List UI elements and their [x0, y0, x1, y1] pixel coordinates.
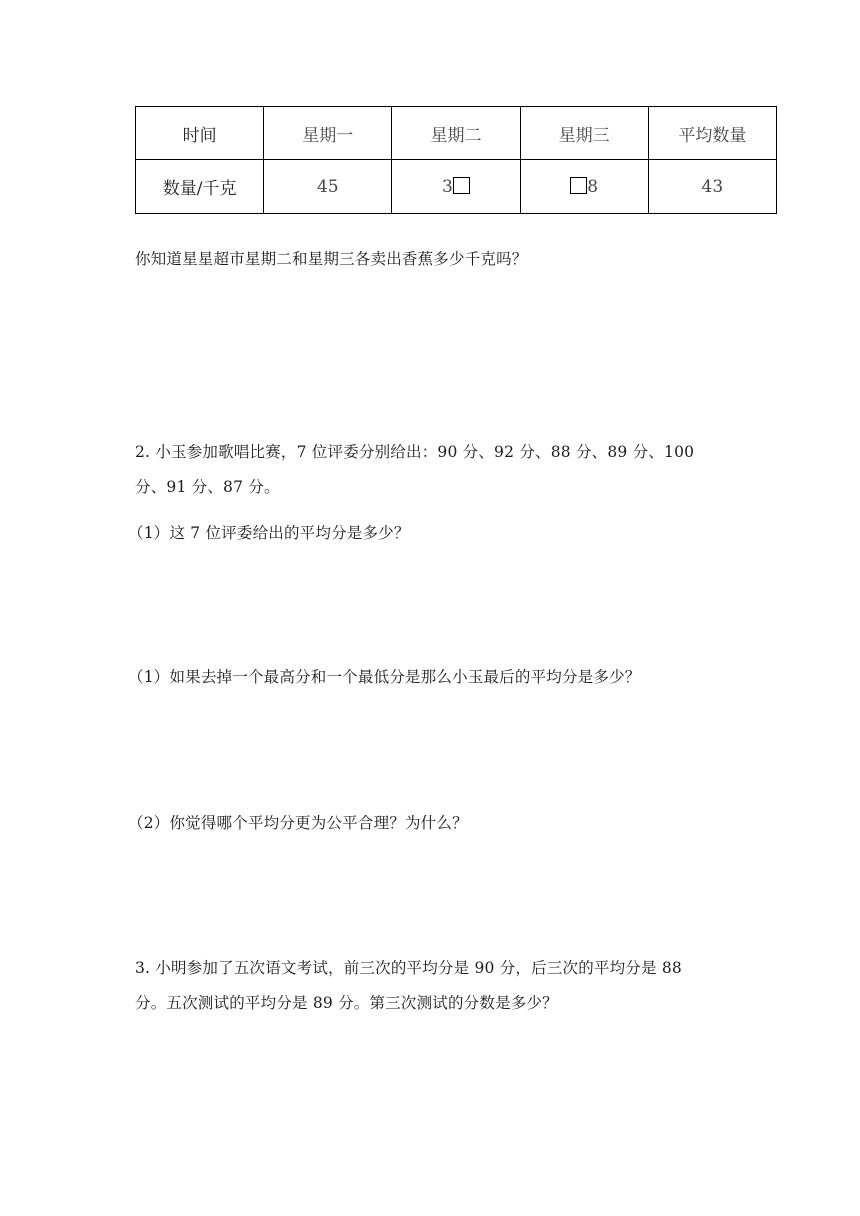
cell-wednesday-value: [520, 160, 648, 214]
question-3-line-1: 3. 小明参加了五次语文考试，前三次的平均分是 90 分，后三次的平均分是 88: [135, 959, 682, 977]
cell-average-value: 43: [648, 160, 776, 214]
table-header-row: [136, 107, 777, 160]
header-monday: 星期一: [264, 107, 392, 160]
question-2-part-2: （1）如果去掉一个最高分和一个最低分是那么小玉最后的平均分是多少？: [128, 668, 641, 686]
row-label-quantity: 数量/千克: [136, 160, 264, 214]
blank-digit-box: [570, 177, 587, 194]
sales-table: [135, 106, 777, 214]
wednesday-known-digit: 8: [587, 176, 599, 197]
header-wednesday: 星期三: [520, 107, 648, 160]
header-tuesday: 星期二: [392, 107, 520, 160]
question-1-prompt: 你知道星星超市星期二和星期三各卖出香蕉多少千克吗？: [135, 250, 528, 268]
question-2-line-1: 2. 小玉参加歌唱比赛，7 位评委分别给出：90 分、92 分、88 分、89 分、100: [135, 443, 695, 461]
header-average: 平均数量: [648, 107, 776, 160]
question-2-line-2: 分、91 分、87 分。: [135, 478, 280, 496]
cell-monday-value: 45: [264, 160, 392, 214]
blank-digit-box: [453, 177, 470, 194]
table-data-row: [136, 160, 777, 214]
question-3-line-2: 分。五次测试的平均分是 89 分。第三次测试的分数是多少？: [135, 994, 558, 1012]
question-2-part-3: （2）你觉得哪个平均分更为公平合理？为什么？: [128, 814, 468, 832]
tuesday-known-digit: 3: [442, 176, 453, 197]
header-time: 时间: [136, 107, 264, 160]
cell-tuesday-value: [392, 160, 520, 214]
question-2-part-1: （1）这 7 位评委给出的平均分是多少？: [128, 524, 410, 542]
